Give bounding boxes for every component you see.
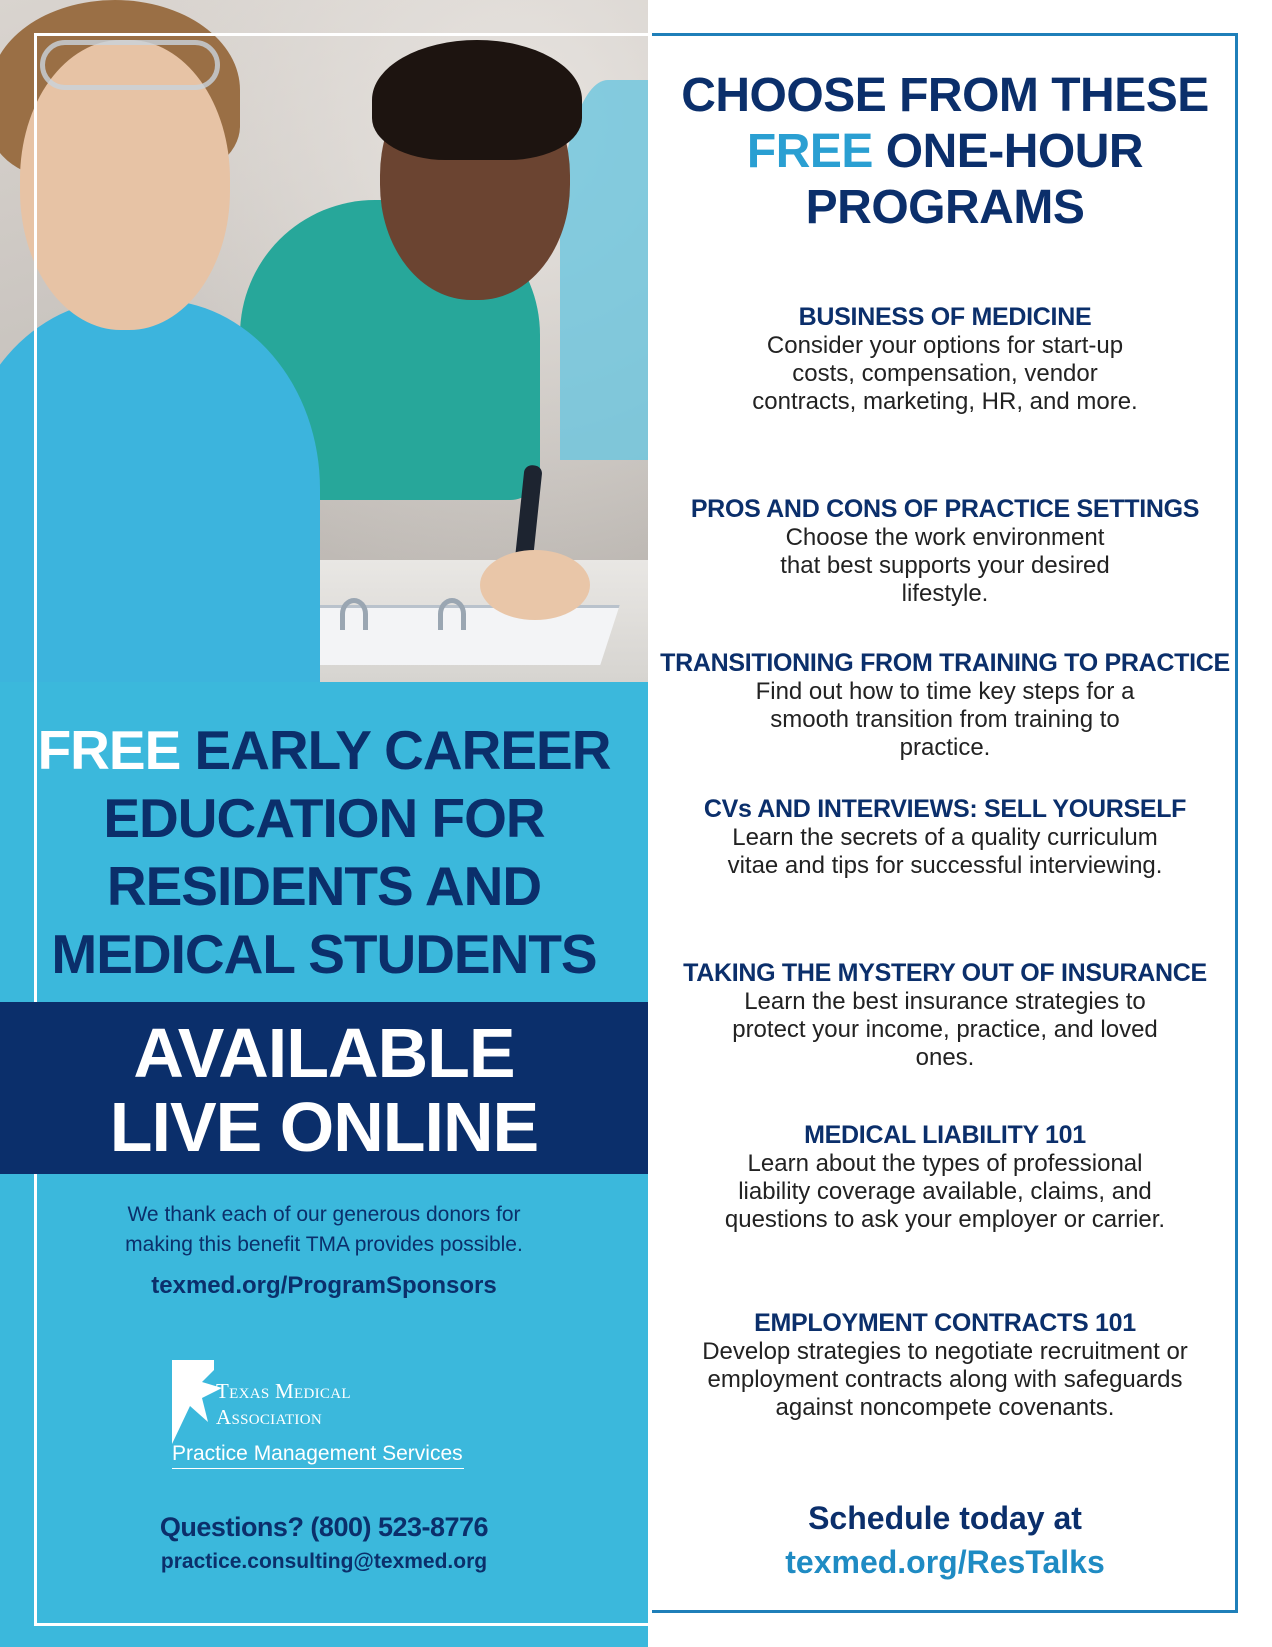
photo-binder-ring: [340, 598, 368, 630]
program-description: Develop strategies to negotiate recruitment or employment contracts along with safeguards against noncompete covenants.: [702, 1338, 1188, 1421]
program-item: [652, 958, 1238, 1072]
programs-title-free: FREE: [746, 125, 873, 178]
main-headline: [0, 716, 648, 988]
headline-line3: RESIDENTS AND: [106, 855, 542, 917]
available-line2: LIVE ONLINE: [109, 1088, 539, 1166]
program-description: Learn the best insurance strategies to protect your income, practice, and loved ones.: [732, 988, 1158, 1071]
photo-student-hair: [372, 40, 582, 160]
program-item: [652, 794, 1238, 880]
program-item: [652, 1308, 1238, 1422]
photo-goggles: [40, 40, 220, 90]
programs-title-line3: PROGRAMS: [805, 181, 1085, 234]
programs-title-line2: ONE-HOUR: [885, 125, 1144, 178]
questions-phone[interactable]: Questions? (800) 523-8776: [159, 1512, 489, 1542]
program-title: BUSINESS OF MEDICINE: [798, 303, 1092, 331]
logo-name: [216, 1378, 351, 1430]
program-item: [652, 1120, 1238, 1234]
program-description: Choose the work environment that best supports your desired lifestyle.: [780, 524, 1110, 607]
available-live-online: [0, 1016, 648, 1164]
program-title: PROS AND CONS OF PRACTICE SETTINGS: [690, 495, 1200, 523]
program-title: MEDICAL LIABILITY 101: [804, 1121, 1086, 1149]
photo-woman-scrubs: [0, 300, 320, 682]
program-item: [652, 302, 1238, 416]
photo-hand: [480, 550, 590, 620]
thanks-line2: making this benefit TMA provides possible.: [125, 1233, 523, 1256]
program-description: Find out how to time key steps for a smooth transition from training to practice.: [755, 678, 1135, 761]
program-item: [652, 494, 1238, 608]
logo-line2: Association: [216, 1405, 322, 1429]
available-line1: AVAILABLE: [133, 1014, 515, 1092]
program-title: CVs AND INTERVIEWS: SELL YOURSELF: [703, 795, 1187, 823]
programs-title-line1: CHOOSE FROM THESE: [681, 69, 1209, 122]
left-frame-line: [34, 1623, 648, 1626]
program-title: EMPLOYMENT CONTRACTS 101: [754, 1309, 1136, 1337]
schedule-line1: Schedule today at: [808, 1500, 1082, 1536]
left-frame-line: [34, 33, 648, 36]
program-item: [652, 648, 1238, 762]
logo-line1: Texas Medical: [216, 1379, 351, 1403]
headline-line2: EDUCATION FOR: [103, 787, 545, 849]
photo-binder-ring: [438, 598, 466, 630]
sponsors-link[interactable]: texmed.org/ProgramSponsors: [151, 1272, 497, 1299]
schedule-cta: [652, 1496, 1238, 1584]
contact-email[interactable]: practice.consulting@texmed.org: [160, 1550, 488, 1573]
headline-line4: MEDICAL STUDENTS: [51, 923, 597, 985]
tma-logo: [172, 1360, 492, 1500]
headline-free: FREE: [37, 719, 181, 781]
programs-title: [652, 68, 1238, 236]
schedule-url[interactable]: texmed.org/ResTalks: [785, 1544, 1105, 1580]
program-title: TAKING THE MYSTERY OUT OF INSURANCE: [683, 959, 1207, 987]
program-title: TRANSITIONING FROM TRAINING TO PRACTICE: [660, 649, 1230, 677]
program-description: Consider your options for start-up costs, compensation, vendor contracts, marketing, HR, and more.: [752, 332, 1138, 415]
texas-star-icon: [172, 1360, 222, 1444]
program-description: Learn about the types of professional liability coverage available, claims, and questions to ask your employer or carrier.: [724, 1150, 1166, 1233]
donor-thanks: [0, 1200, 648, 1260]
headline-line1: EARLY CAREER: [194, 719, 611, 781]
thanks-line1: We thank each of our generous donors for: [127, 1203, 521, 1226]
logo-divider: [172, 1468, 464, 1469]
logo-services: Practice Management Services: [172, 1442, 463, 1465]
hero-photo: [0, 0, 648, 682]
program-description: Learn the secrets of a quality curriculum vitae and tips for successful interviewing.: [727, 824, 1163, 879]
